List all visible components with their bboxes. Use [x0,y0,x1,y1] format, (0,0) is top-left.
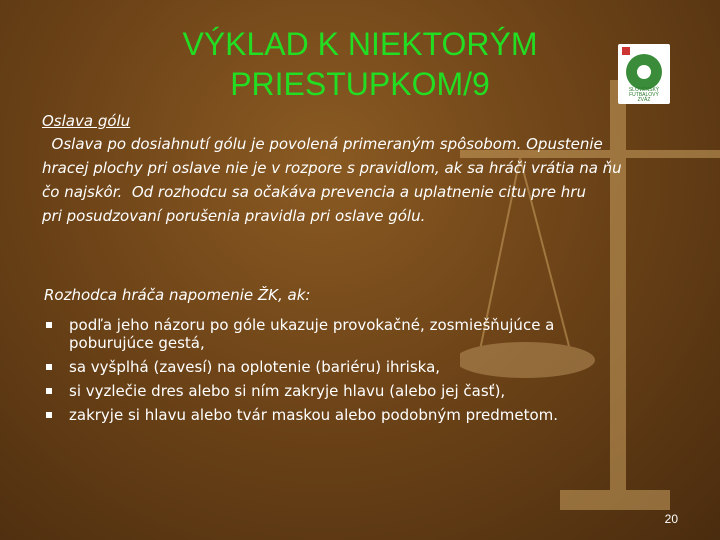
logo-text-line: ZVÄZ [637,97,651,103]
paragraph-goal-celebration [42,132,682,228]
paragraph-line: hracej plochy pri oslave nie je v rozpore s pravidlom, ak sa hráči vrátia na ňu [42,159,622,177]
paragraph-line: pri posudzovaní porušenia pravidla pri oslave gólu. [42,207,426,225]
square-bullet-icon [46,322,52,328]
section-heading-yellow-card: Rozhodca hráča napomenie ŽK, ak: [44,286,311,304]
list-item-text: podľa jeho názoru po góle ukazuje provokačné, zosmiešňujúce a poburujúce gestá, [69,316,555,352]
football-icon [626,54,662,90]
list-item [46,406,606,424]
square-bullet-icon [46,388,52,394]
yellow-card-list [46,316,606,430]
logo-text-line: FUTBALOVÝ [629,92,659,98]
square-bullet-icon [46,364,52,370]
football-association-logo [618,44,670,104]
list-item-text: sa vyšplhá (zavesí) na oplotenie (bariéru) ihriska, [69,358,441,376]
paragraph-line: čo najskôr. Od rozhodcu sa očakáva prevencia a uplatnenie citu pre hru [42,183,586,201]
slide-title [120,24,600,104]
paragraph-line: Oslava po dosiahnutí gólu je povolená primeraným spôsobom. Opustenie [42,135,603,153]
page-number: 20 [664,512,678,526]
list-item-text: si vyzlečie dres alebo si ním zakryje hlavu (alebo jej časť), [69,382,506,400]
list-item-text: zakryje si hlavu alebo tvár maskou alebo podobným predmetom. [69,406,559,424]
logo-text-line: SLOVENSKÝ [628,87,660,93]
title-line-2: PRIESTUPKOM/9 [230,66,490,102]
logo-text [618,88,670,103]
list-item [46,382,606,400]
list-item [46,358,606,376]
flag-icon [622,47,630,55]
title-line-1: VÝKLAD K NIEKTORÝM [182,26,538,62]
section-heading-goal-celebration: Oslava gólu [42,112,131,130]
square-bullet-icon [46,412,52,418]
list-item [46,316,606,352]
